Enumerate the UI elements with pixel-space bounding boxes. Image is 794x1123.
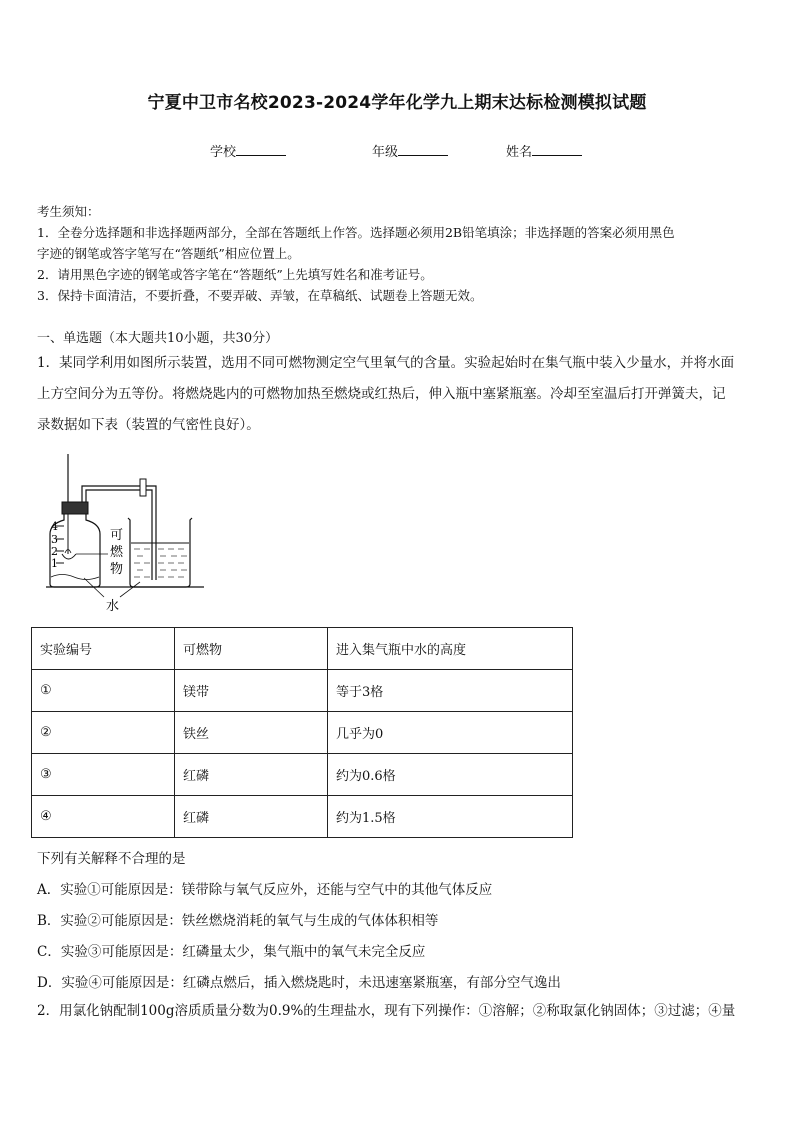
header-cell: 可燃物: [175, 628, 328, 670]
grade-field: [372, 141, 448, 160]
q1-line-1: 1．某同学利用如图所示装置，选用不同可燃物测定空气里氧气的含量。实验起始时在集气瓶中装入少量水，并将水面: [37, 355, 735, 371]
grade-label: 年级: [372, 145, 399, 160]
table-cell: 红磷: [175, 796, 328, 838]
scale-1: 1: [51, 557, 58, 570]
table-cell: 约为0.6格: [328, 754, 573, 796]
q1-option-b: B．实验②可能原因是：铁丝燃烧消耗的氧气与生成的气体体积相等: [37, 913, 439, 929]
combustible-label-1: 可: [110, 528, 124, 543]
grade-blank: [398, 143, 448, 156]
table-row: [32, 754, 573, 796]
table-cell: 镁带: [175, 670, 328, 712]
table-row: [32, 670, 573, 712]
notice-item-1-cont: 字迹的钢笔或答字笔写在“答题纸”相应位置上。: [37, 246, 300, 261]
scale-2: 2: [51, 545, 58, 558]
table-row: [32, 712, 573, 754]
table-cell: ③: [32, 754, 175, 796]
apparatus-diagram: [44, 450, 214, 620]
q2-line-1: 2．用氯化钠配制100g溶质质量分数为0.9%的生理盐水，现有下列操作：①溶解；②称取氯化钠固体；③过滤；④量: [37, 1003, 736, 1019]
school-blank: [236, 143, 286, 156]
q1-line-3: 录数据如下表（装置的气密性良好）。: [37, 417, 260, 433]
table-header-row: [32, 628, 573, 670]
table-cell: 铁丝: [175, 712, 328, 754]
notice-item-2: 2．请用黑色字迹的钢笔或答字笔在“答题纸”上先填写姓名和准考证号。: [37, 267, 433, 282]
table-cell: 红磷: [175, 754, 328, 796]
scale-3: 3: [51, 533, 58, 546]
notice-heading: 考生须知：: [37, 204, 100, 219]
name-blank: [532, 143, 582, 156]
name-label: 姓名: [506, 145, 533, 160]
water-label: 水: [106, 599, 120, 614]
table-cell: 约为1.5格: [328, 796, 573, 838]
notice-item-1: 1．全卷分选择题和非选择题两部分，全部在答题纸上作答。选择题必须用2B铅笔填涂；非选择题的答案必须用黑色: [37, 225, 675, 240]
school-field: [210, 141, 286, 160]
q1-option-a: A．实验①可能原因是：镁带除与氧气反应外，还能与空气中的其他气体反应: [37, 882, 493, 898]
section-heading: 一、单选题（本大题共10小题，共30分）: [37, 331, 279, 346]
experiment-table: [31, 627, 573, 838]
school-label: 学校: [210, 145, 237, 160]
notice-item-3: 3．保持卡面清洁，不要折叠，不要弄破、弄皱，在草稿纸、试题卷上答题无效。: [37, 288, 483, 303]
table-row: [32, 796, 573, 838]
table-cell: 等于3格: [328, 670, 573, 712]
q1-line-2: 上方空间分为五等份。将燃烧匙内的可燃物加热至燃烧或红热后，伸入瓶中塞紧瓶塞。冷却至室温后打开弹簧夫，记: [37, 386, 726, 402]
combustible-label-3: 物: [110, 562, 124, 577]
combustible-label-2: 燃: [110, 545, 124, 560]
header-cell: 进入集气瓶中水的高度: [328, 628, 573, 670]
header-cell: 实验编号: [32, 628, 175, 670]
q1-option-d: D．实验④可能原因是：红磷点燃后，插入燃烧匙时，未迅速塞紧瓶塞，有部分空气逸出: [37, 975, 561, 991]
scale-4: 4: [51, 520, 58, 533]
q1-stem: 下列有关解释不合理的是: [37, 851, 186, 867]
table-cell: 几乎为0: [328, 712, 573, 754]
table-cell: ④: [32, 796, 175, 838]
name-field: [506, 141, 582, 160]
page-title: 宁夏中卫市名校2023-2024学年化学九上期末达标检测模拟试题: [147, 93, 647, 113]
q1-option-c: C．实验③可能原因是：红磷量太少，集气瓶中的氧气未完全反应: [37, 944, 426, 960]
table-cell: ②: [32, 712, 175, 754]
table-cell: ①: [32, 670, 175, 712]
